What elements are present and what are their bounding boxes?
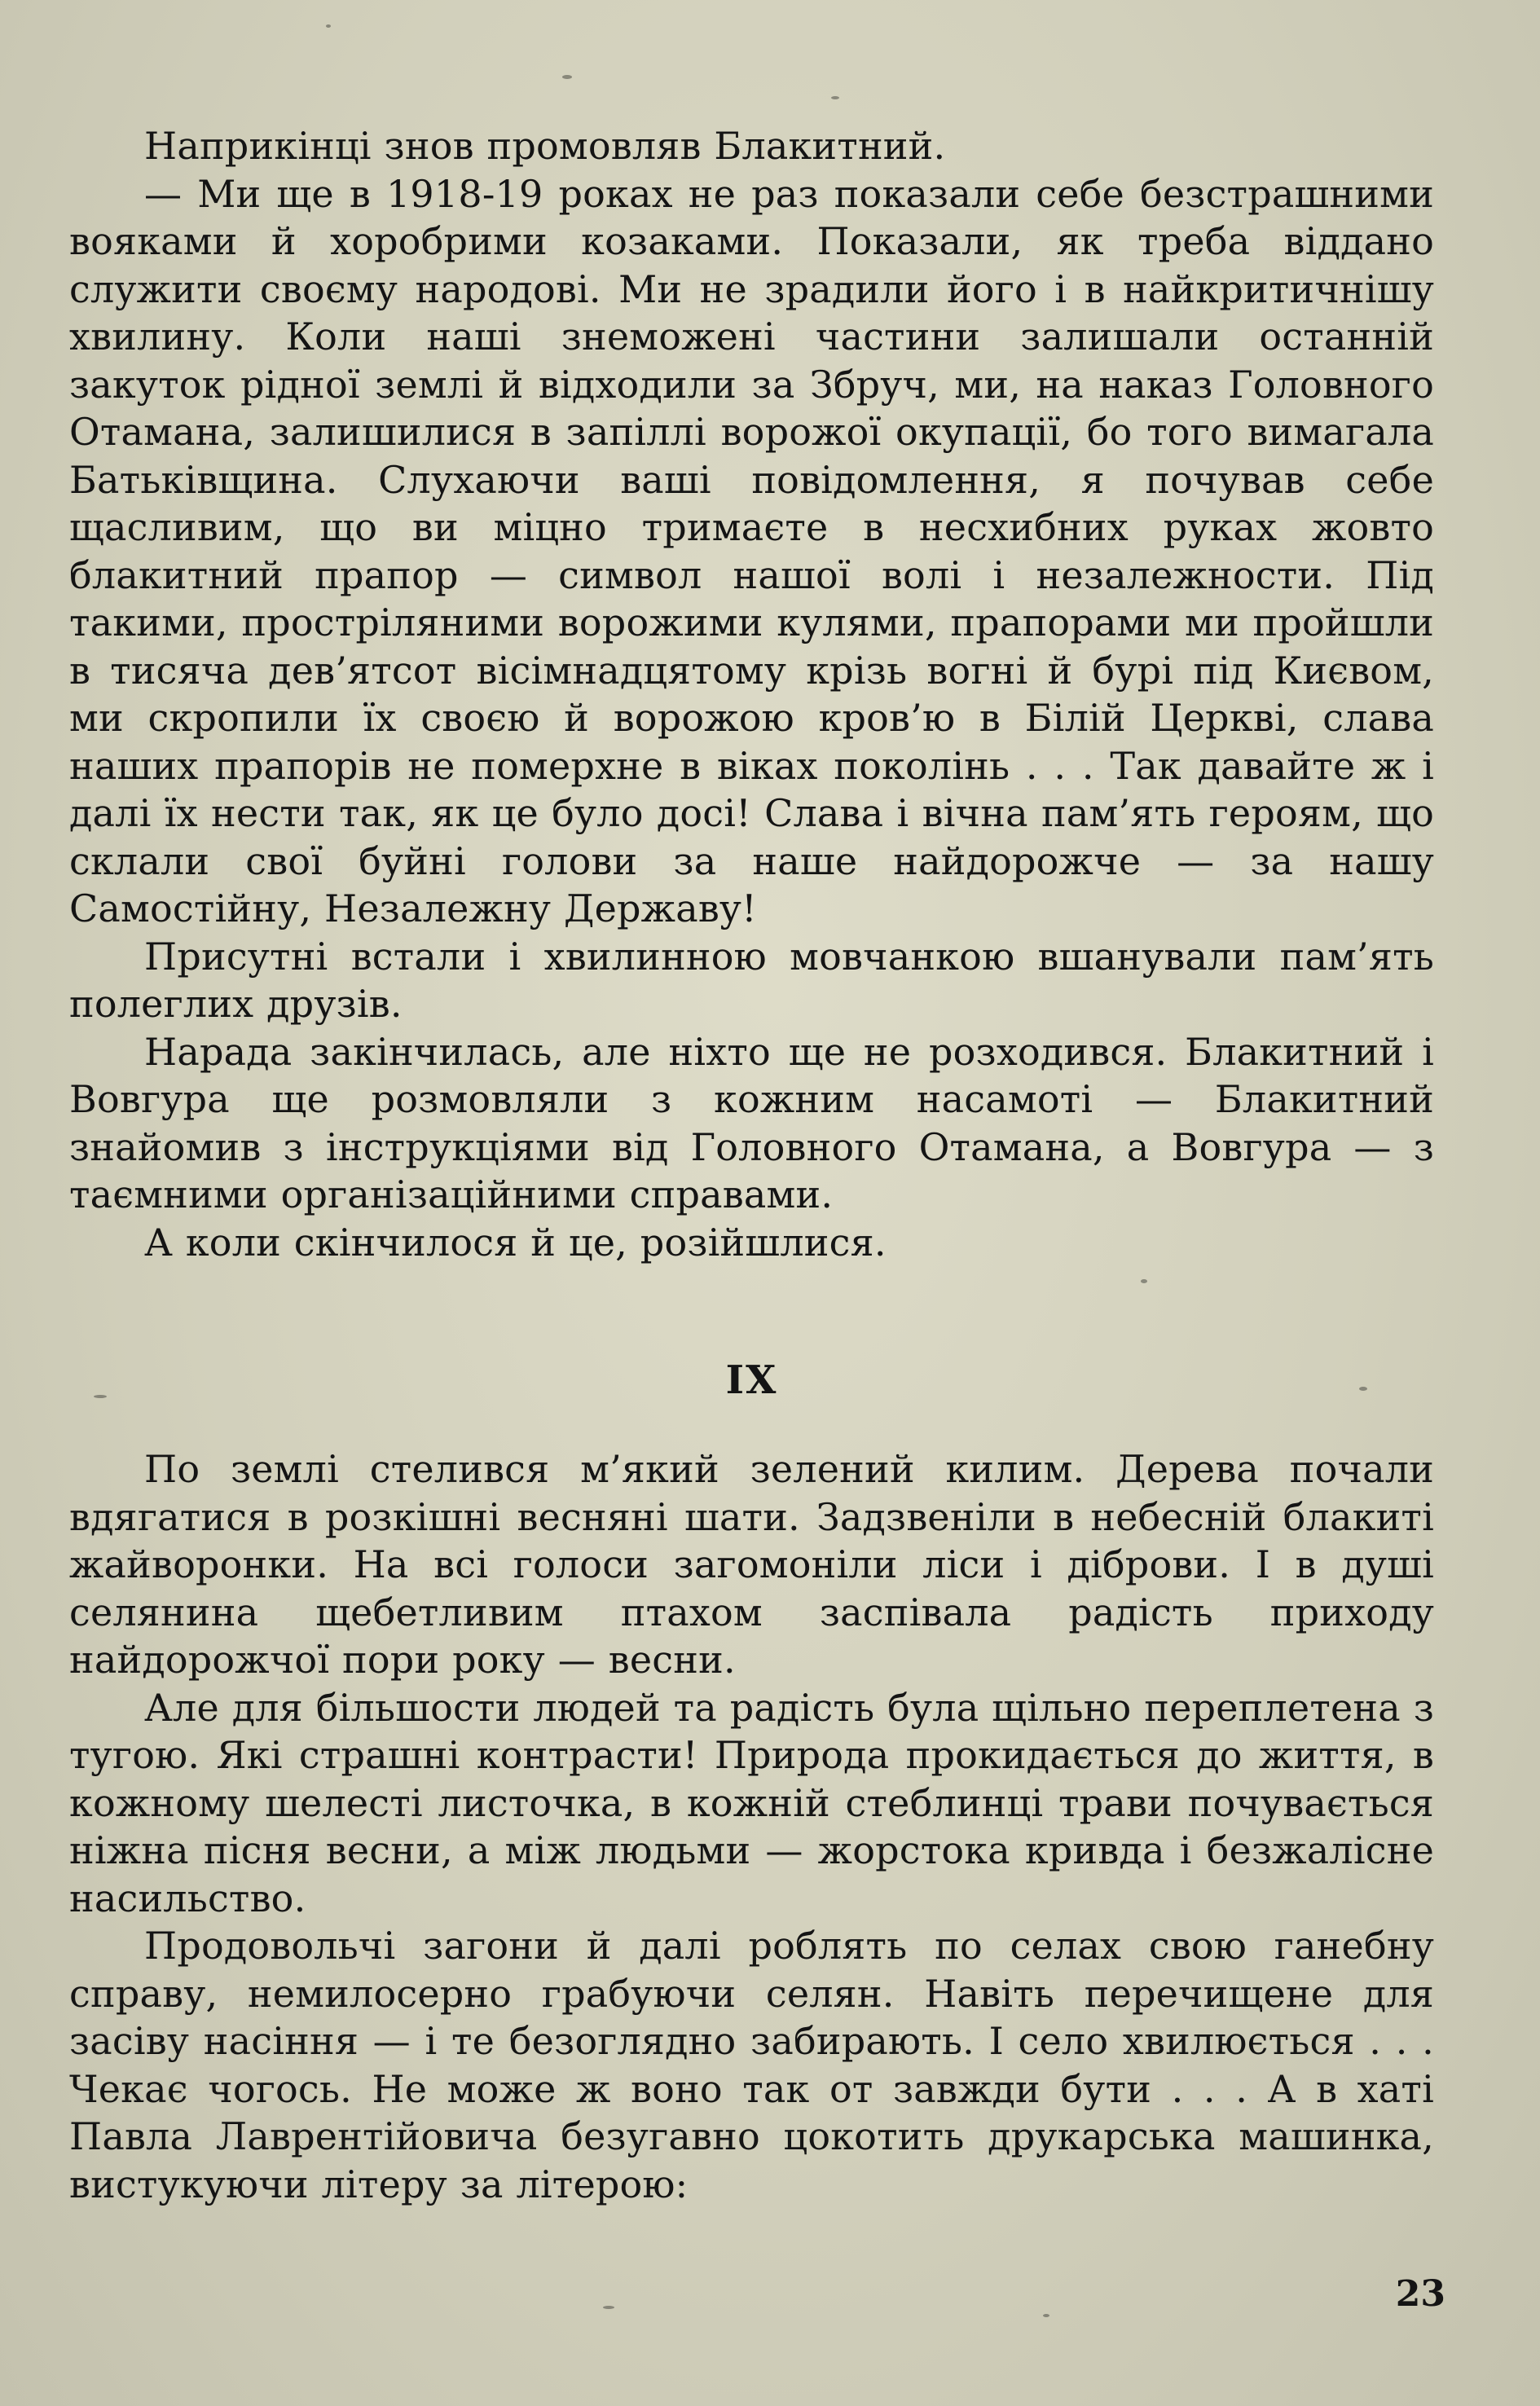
paragraph: А коли скінчилося й це, розійшлися.	[144, 1220, 887, 1265]
scan-speck	[603, 2306, 614, 2309]
paragraph: По землі стелився м’який зелений килим. Дерева почали вдягатися в розкішні весняні шати. Задзвеніли в небесній блакиті жайворонки. На всі голоси загомоніли ліси і діброви. І в душі селянина щебетливим птахом заспівала радість приходу найдорожчої пори року — весни.	[69, 1447, 1434, 1682]
paragraph: Продовольчі загони й далі роблять по селах свою ганебну справу, немилосерно грабуючи селян. Навіть перечищене для засіву насіння — і те безоглядно забирають. І село хвилюється . . . Чекає чогось. Не може ж воно так от завжди бути . . . А в хаті Павла Лаврентійовича безугавно цокотить друкарська машинка, вистукуючи літеру за літерою:	[69, 1924, 1434, 2206]
chapter-heading: IX	[725, 1357, 778, 1403]
paragraph: Нарада закінчилась, але ніхто ще не розходився. Блакитний і Вовгура ще розмовляли з кожним насамоті — Блакитний знайомив з інструкціями від Головного Отамана, а Вовгура — з таємними організаційними справами.	[69, 1029, 1434, 1216]
paragraph: Наприкінці знов промовляв Блакитний.	[144, 124, 946, 168]
scan-speck	[1359, 1387, 1367, 1391]
text-column	[69, 122, 1434, 2208]
scan-speck	[1043, 2314, 1049, 2317]
scan-speck	[94, 1395, 107, 1398]
scan-speck	[1141, 1279, 1147, 1283]
scan-speck	[562, 75, 572, 79]
scan-speck	[831, 96, 839, 99]
paragraph: Але для більшости людей та радість була щільно переплетена з тугою. Які страшні контрасти! Природа прокидається до життя, в кожному шелесті листочка, в кожній стеблинці трави почувається ніжна пісня весни, а між людьми — жорстока кривда і безжалісне насильство.	[69, 1685, 1434, 1920]
paragraph: Присутні встали і хвилинною мовчанкою вшанували пам’ять полеглих друзів.	[69, 934, 1434, 1026]
scan-speck	[326, 24, 331, 28]
paragraph: — Ми ще в 1918-19 роках не раз показали себе безстрашними вояками й хоробрими козаками. Показали, як треба віддано служити своєму народові. Ми не зрадили його і в найкритичнішу хвилину. Коли наші знеможені частини залишали останній закуток рідної землі й відходили за Збруч, ми, на наказ Головного Отамана, залишилися в запіллі ворожої окупації, бо того вимагала Батьківщина. Слухаючи ваші повідомлення, я почував себе щасливим, що ви міцно тримаєте в несхибних руках жовто блакитний прапор — символ нашої волі і незалежности. Під такими, простріляними ворожими кулями, прапорами ми пройшли в тисяча дев’ятсот вісімнадцятому крізь вогні й бурі під Києвом, ми скропили їх своєю й ворожою кров’ю в Білій Церкві, слава наших прапорів не померхне в віках поколінь . . . Так давайте ж і далі їх нести так, як це було досі! Слава і вічна пам’ять героям, що склали свої буйні голови за наше найдорожче — за нашу Самостійну, Незалежну Державу!	[69, 171, 1434, 930]
page-number: 23	[1395, 2273, 1445, 2315]
